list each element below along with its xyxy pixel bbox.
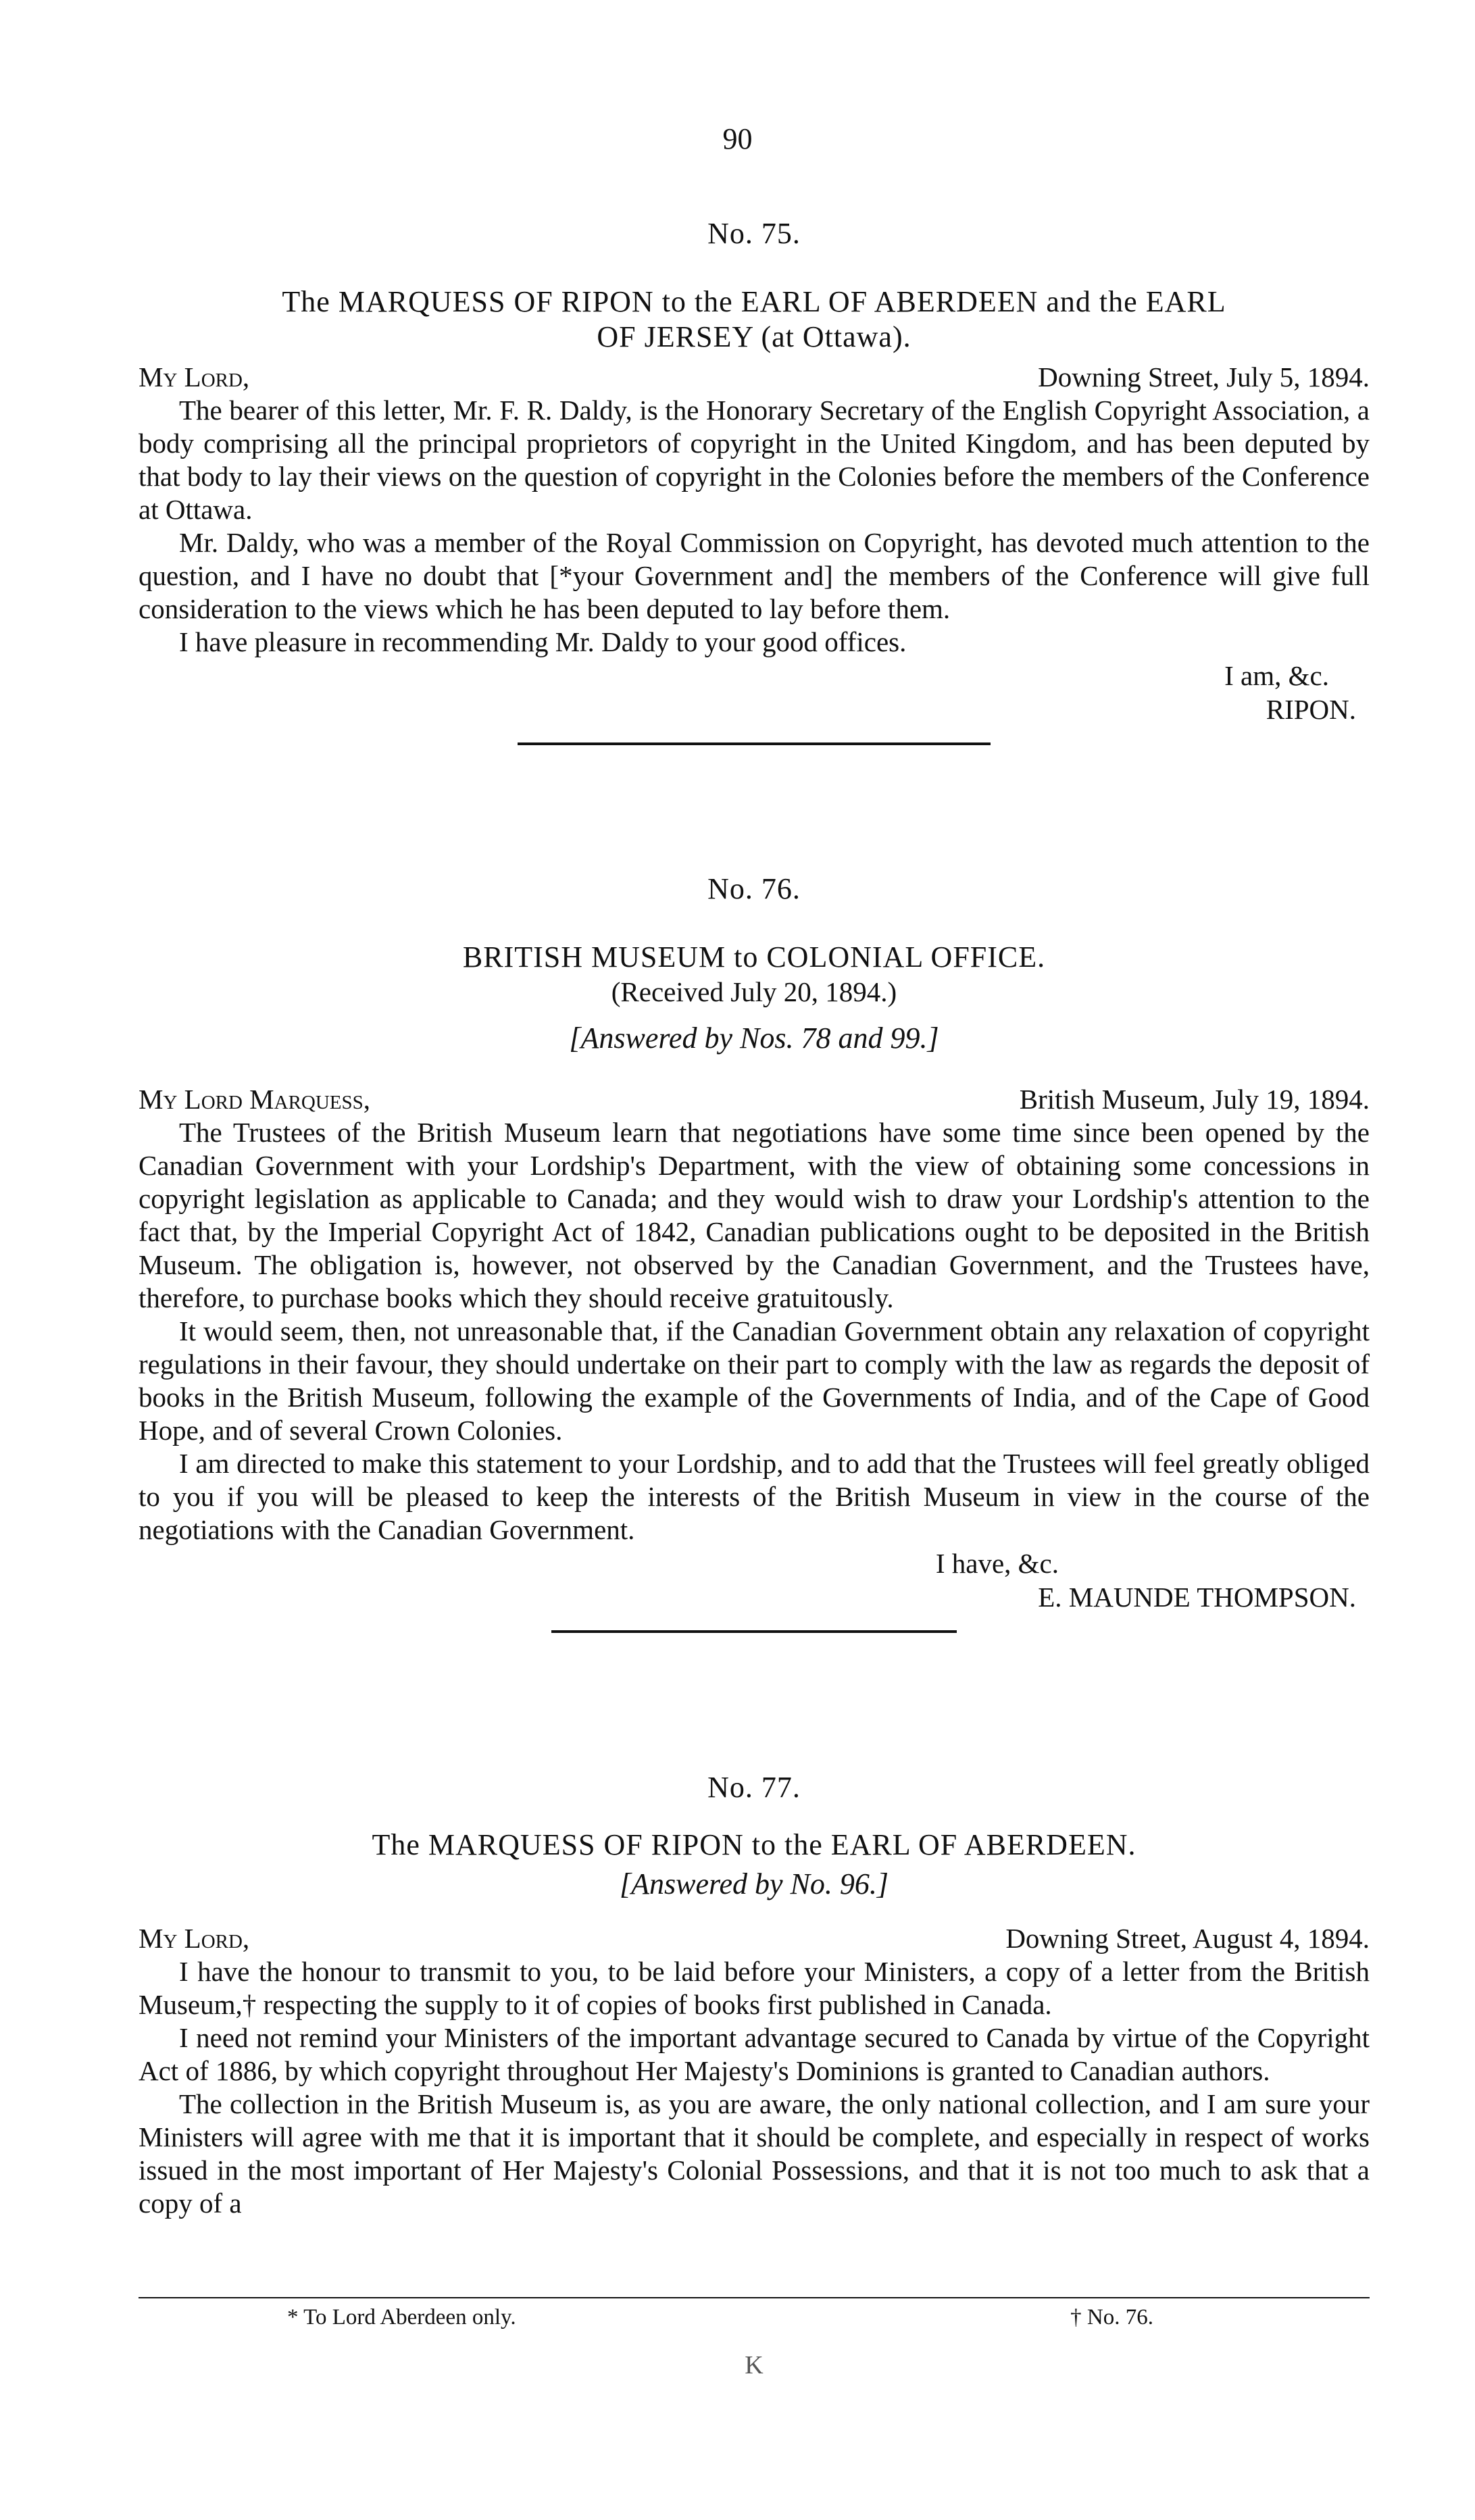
doc77-paragraph: I have the honour to transmit to you, to be laid before your Ministers, a copy of a letter from the British Museum,† respecting the supply to it of copies of books first published in Canada. [139, 1956, 1370, 2020]
doc75-number: No. 75. [707, 217, 801, 250]
doc77-body [139, 1955, 1370, 2220]
doc75-salutation: My Lord, [139, 361, 250, 393]
doc75-paragraph: I have pleasure in recommending Mr. Daldy to your good offices. [179, 626, 907, 657]
doc77-number: No. 77. [707, 1771, 801, 1804]
doc76-place-date: British Museum, July 19, 1894. [1019, 1084, 1370, 1115]
signature-mark: K [745, 2351, 764, 2379]
page-number: 90 [722, 122, 753, 155]
doc76-heading: BRITISH MUSEUM to COLONIAL OFFICE. [462, 940, 1046, 974]
doc75-signature: RIPON. [1266, 694, 1356, 725]
doc76-salutation: My Lord Marquess, [139, 1084, 371, 1115]
doc75-salutation-row [139, 360, 1370, 394]
doc77-answered: [Answered by No. 96.] [619, 1867, 889, 1900]
doc76-paragraph: It would seem, then, not unreasonable that, if the Canadian Government obtain any relaxation of copyright regulations in their favour, they should undertake on their part to comply with the law as regards the deposit of books in the British Museum, following the example of the Governments of India, and of the Cape of Good Hope, and of several Crown Colonies. [139, 1315, 1370, 1446]
section-divider [518, 742, 991, 745]
doc76-closing: I have, &c. [935, 1548, 1059, 1579]
doc75-paragraph: The bearer of this letter, Mr. F. R. Daldy, is the Honorary Secretary of the English Copyright Association, a body comprising all the principal proprietors of copyright in the United Kingdom, and has been deputed by that body to lay their views on the question of copyright in the Colonies before the members of the Conference at Ottawa. [139, 395, 1370, 525]
doc76-paragraph: The Trustees of the British Museum learn that negotiations have some time since been opened by the Canadian Government with your Lordship's Department, with the view of obtaining some concessions in copyright legislation as applicable to Canada; and they would wish to draw your Lordship's attention to the fact that, by the Imperial Copyright Act of 1842, Canadian publications ought to be deposited in the British Museum. The obligation is, however, not observed by the Canadian Government, and the Trustees have, therefore, to purchase books which they should receive gratuitously. [139, 1117, 1370, 1313]
doc77-heading: The MARQUESS OF RIPON to the EARL OF ABERDEEN. [372, 1828, 1136, 1861]
doc77-place-date: Downing Street, August 4, 1894. [1005, 1923, 1370, 1954]
doc76-body [139, 1116, 1370, 1546]
footnote-right: † No. 76. [1070, 2305, 1153, 2329]
doc75-body [139, 394, 1370, 659]
footnote-left: * To Lord Aberdeen only. [287, 2305, 516, 2329]
section-divider [551, 1630, 957, 1633]
document-76 [139, 872, 1370, 1633]
doc77-paragraph: The collection in the British Museum is, as you are aware, the only national collection, and I am sure your Ministers will agree with me that it is important that it should be complete, and especially in respect of works issued in the most important of Her Majesty's Colonial Possessions, and that it is not too much to ask that a copy of a [139, 2088, 1370, 2219]
footnotes [139, 2297, 1370, 2380]
doc76-number: No. 76. [707, 872, 801, 905]
doc77-salutation-row [139, 1921, 1370, 1955]
doc76-received: (Received July 20, 1894.) [611, 976, 897, 1007]
doc76-signature: E. MAUNDE THOMPSON. [1038, 1582, 1356, 1613]
doc75-heading-line1: The MARQUESS OF RIPON to the EARL OF ABERDEEN and the EARL [282, 285, 1226, 318]
doc76-answered: [Answered by Nos. 78 and 99.] [569, 1022, 939, 1055]
doc75-heading-line2: OF JERSEY (at Ottawa). [597, 320, 911, 353]
doc76-salutation-row [139, 1082, 1370, 1116]
footnote-rule [139, 2297, 1370, 2298]
doc75-closing: I am, &c. [1224, 660, 1329, 691]
doc76-paragraph: I am directed to make this statement to your Lordship, and to add that the Trustees will feel greatly obliged to you if you will be pleased to keep the interests of the British Museum in view in the course of the negotiations with the Canadian Government. [139, 1448, 1370, 1545]
document-77 [139, 1770, 1370, 2220]
doc77-paragraph: I need not remind your Ministers of the important advantage secured to Canada by virtue of the Copyright Act of 1886, by which copyright throughout Her Majesty's Dominions is granted to Canadian authors. [139, 2022, 1370, 2086]
doc77-salutation: My Lord, [139, 1923, 250, 1954]
doc75-place-date: Downing Street, July 5, 1894. [1038, 361, 1370, 393]
footnote-row [139, 2305, 1370, 2330]
doc75-paragraph: Mr. Daldy, who was a member of the Royal Commission on Copyright, has devoted much attention to the question, and I have no doubt that [*your Government and] the members of the Conference will give full consideration to the views which he has been deputed to lay before them. [139, 527, 1370, 624]
document-75 [139, 216, 1370, 745]
